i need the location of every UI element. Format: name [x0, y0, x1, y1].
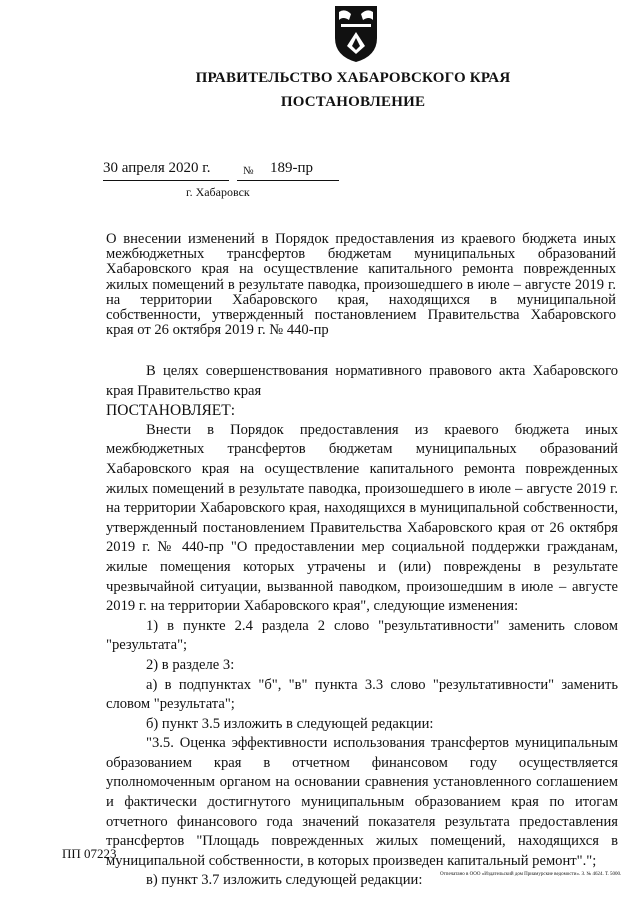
paragraph-quote-3-5: "3.5. Оценка эффективности использования трансфертов муниципальным образованием края в отчетном финансовом году осуществляется уполномоченным органом на основании сравнения установленного соглашением и фактически достигнутого муниципальным образованием края по итогам отчетного финансового года значений показателя результата предоставления трансфертов "Площадь поврежденных жилых помещений, находящихся в муниципальной собственности, в которых произведен капитальный ремонт"."; — [106, 735, 618, 869]
number-sign: № — [243, 165, 254, 177]
document-body — [106, 362, 618, 891]
paragraph-item-1: 1) в пункте 2.4 раздела 2 слово "результативности" заменить словом "результата"; — [106, 617, 618, 654]
document-code: ПП 07223 — [62, 846, 117, 861]
coat-of-arms-icon — [331, 2, 381, 64]
paragraph-item-2c: в) пункт 3.7 изложить следующей редакции: — [146, 872, 423, 889]
paragraph-item-2a: а) в подпунктах "б", "в" пункта 3.3 слово "результативности" заменить словом "результата"; — [106, 676, 618, 713]
resolves-heading: ПОСТАНОВЛЯЕТ: — [106, 402, 236, 420]
number-underline — [237, 180, 339, 181]
paragraph-main: Внести в Порядок предоставления из краевого бюджета иных межбюджетных трансфертов бюджетам муниципальных образований Хабаровского края на осуществление капитального ремонта поврежденных жилых помещений в результате паводка, произошедшего в июле – августе 2019 г. на территории Хабаровского края, находящихся в муниципальной собственности, утвержденный постановлением Правительства Хабаровского края от 26 октября 2019 г. № 440-пр "О предоставлении мер социальной поддержки гражданам, жилые помещения которых утрачены и (или) повреждены в результате чрезвычайной ситуации, вызванной паводком, произошедшим в июле – августе 2019 г. на территории Хабаровского края", следующие изменения: — [106, 421, 618, 615]
paragraph-item-2b: б) пункт 3.5 изложить в следующей редакции: — [146, 715, 434, 732]
document-city: г. Хабаровск — [186, 185, 250, 199]
government-title: ПРАВИТЕЛЬСТВО ХАБАРОВСКОГО КРАЯ — [195, 70, 511, 86]
document-number: 189-пр — [270, 160, 314, 176]
intro-paragraph: В целях совершенствования нормативного правового акта Хабаровского края Правительство края — [106, 363, 618, 399]
document-date: 30 апреля 2020 г. — [103, 160, 211, 176]
document-type-title: ПОСТАНОВЛЕНИЕ — [280, 94, 426, 110]
paragraph-item-2: 2) в разделе 3: — [146, 656, 235, 673]
document-subject: О внесении изменений в Порядок предоставления из краевого бюджета иных межбюджетных трансфертов бюджетам муниципальных образований Хабаровского края на осуществление капитального ремонта поврежденных жилых помещений в результате паводка, произошедшего в июле – августе 2019 г. на территории Хабаровского края, находящихся в муниципальной собственности, утвержденный постановлением Правительства Хабаровского края от 26 октября 2019 г. № 440-пр — [106, 231, 616, 339]
printer-note: Отпечатано в ООО «Издательский дом Приамурские ведомости». З. № 4624. Т. 5000. — [440, 872, 622, 877]
date-underline — [103, 180, 229, 181]
